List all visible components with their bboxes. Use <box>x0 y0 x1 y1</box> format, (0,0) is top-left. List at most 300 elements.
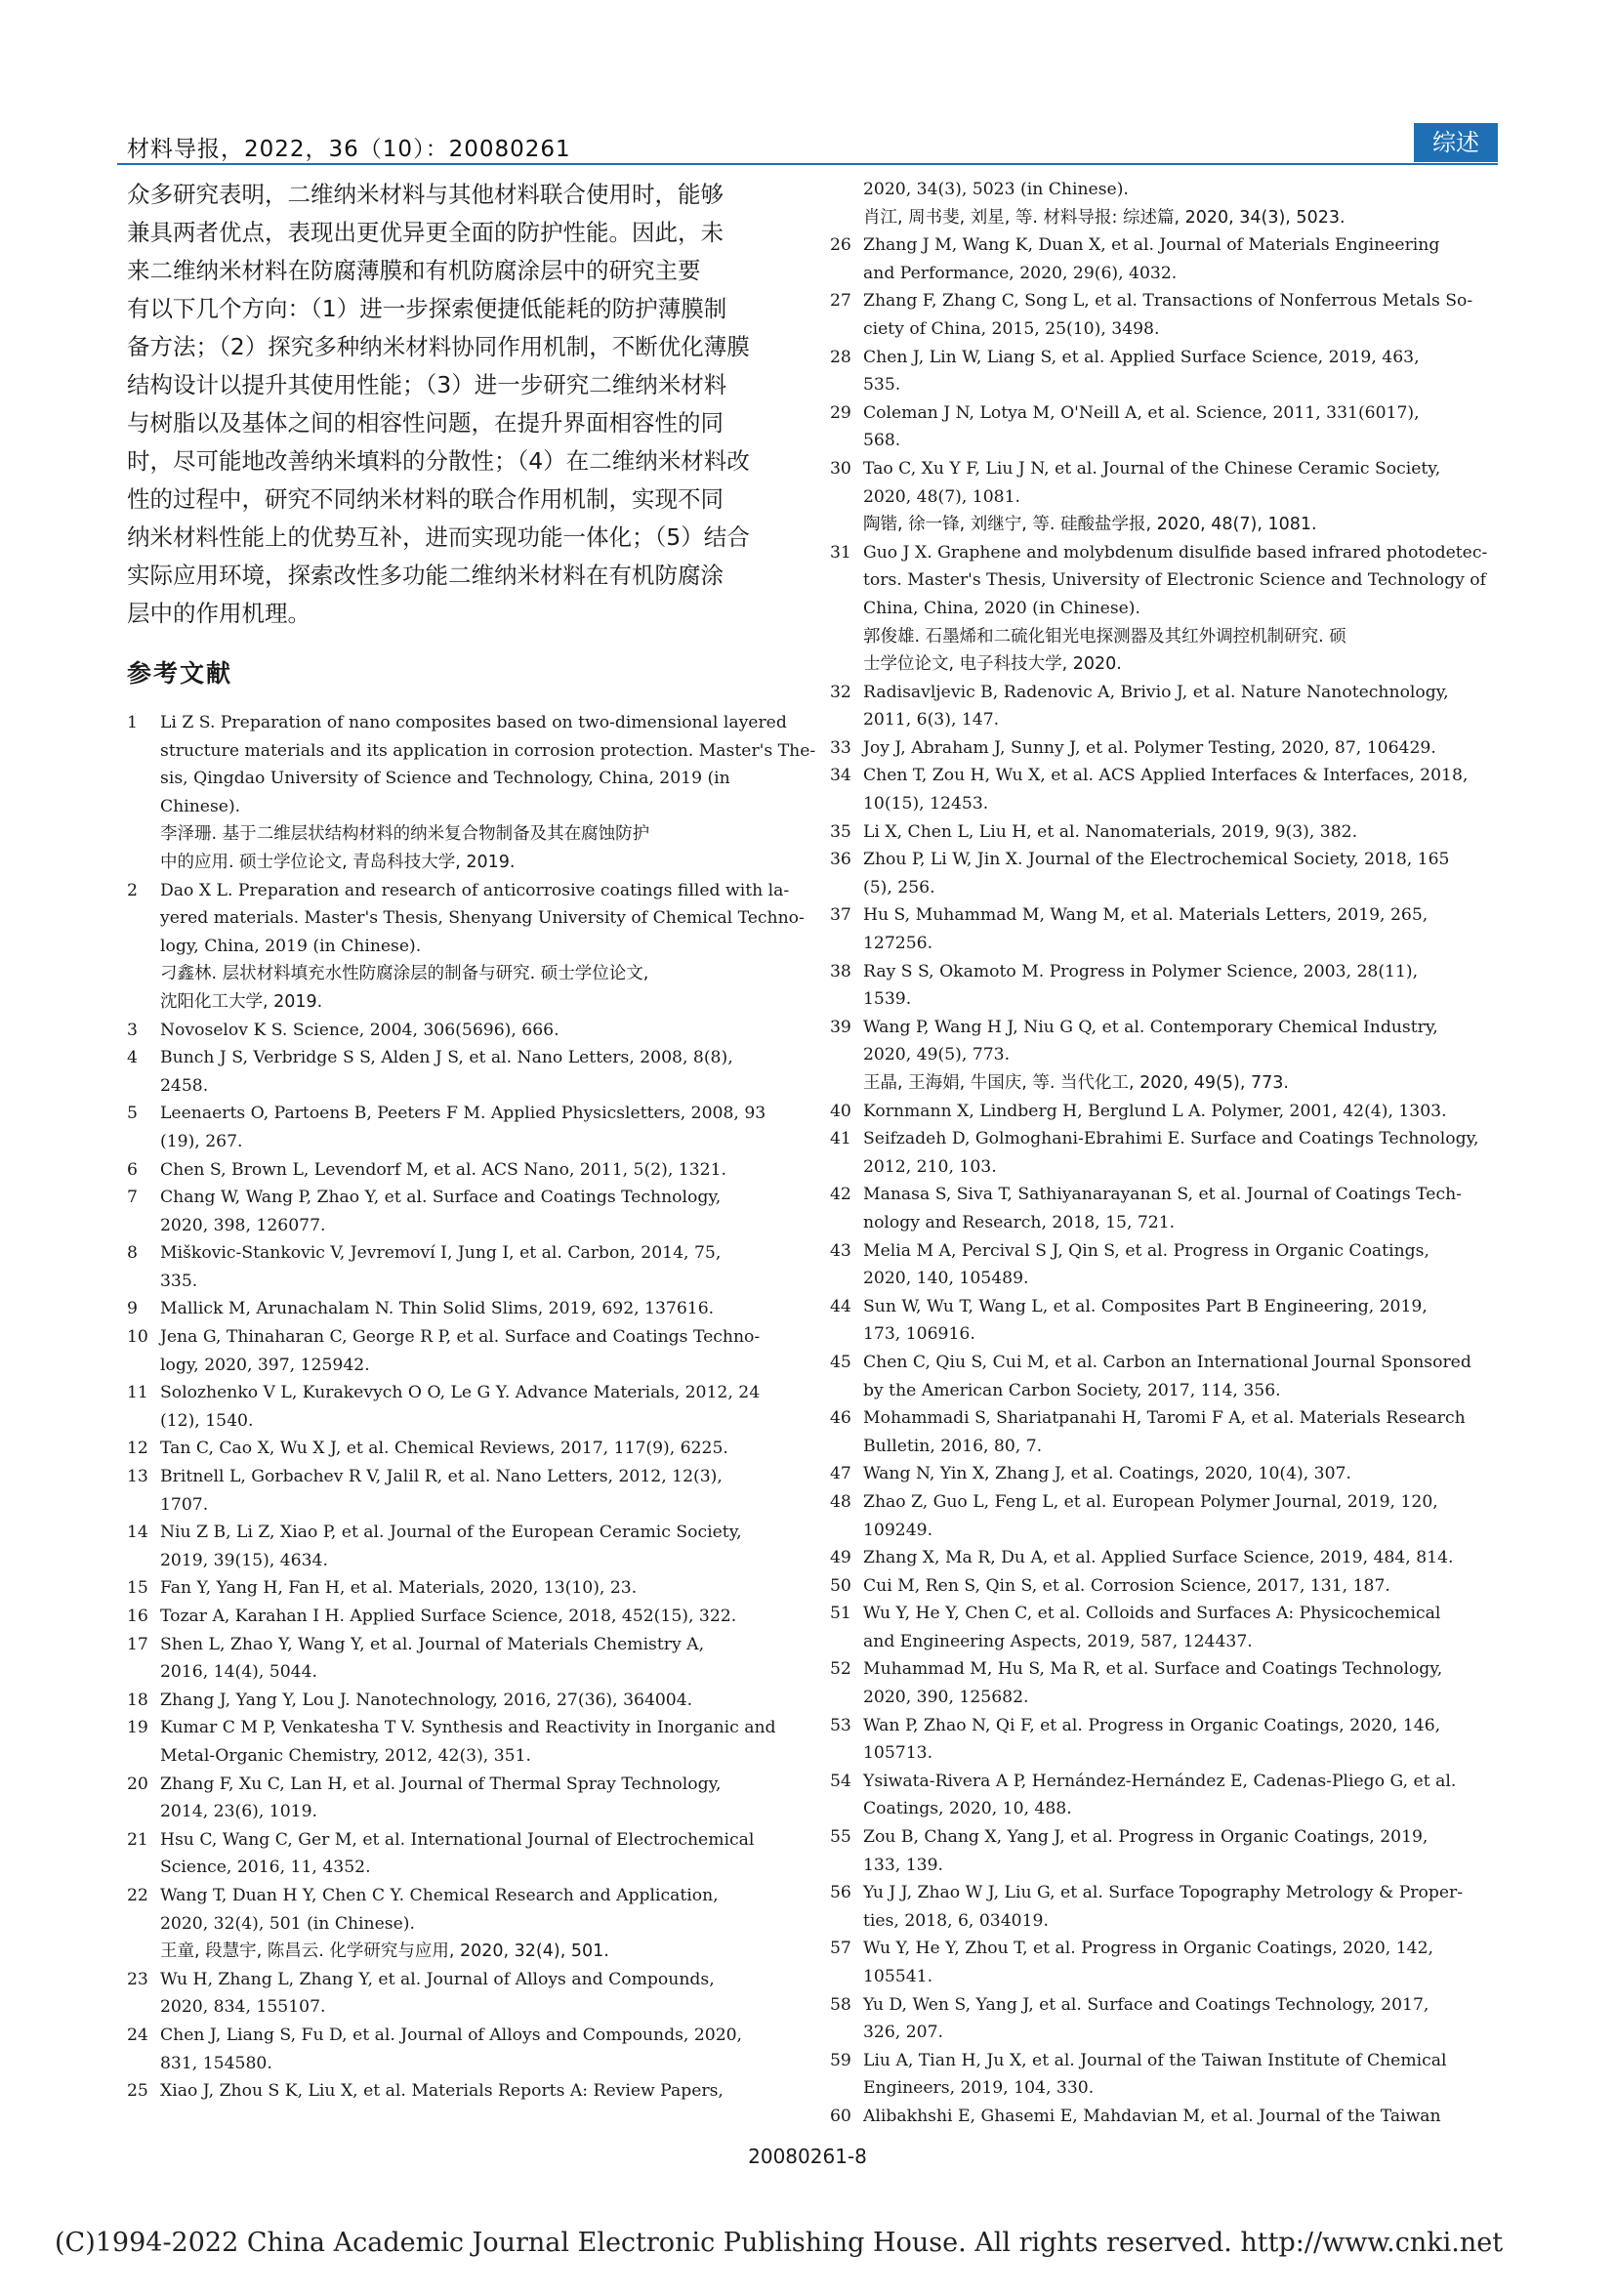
reference-line: Seifzadeh D, Golmoghani-Ebrahimi E. Surface and Coatings Technology, <box>863 1129 1479 1149</box>
reference-item <box>830 1655 1504 1711</box>
paragraph-line: 纳米材料性能上的优势互补，进而实现功能一体化；（5）结合 <box>127 523 750 551</box>
reference-text <box>160 1714 795 1770</box>
reference-item <box>127 1714 795 1770</box>
reference-line: 2020, 49(5), 773. <box>863 1045 1011 1065</box>
reference-number: 34 <box>830 766 851 786</box>
reference-number: 22 <box>127 1885 148 1905</box>
reference-line: Chen J, Lin W, Liang S, et al. Applied Surface Science, 2019, 463, <box>863 347 1420 367</box>
reference-text <box>160 1239 795 1295</box>
reference-text <box>160 1323 795 1379</box>
reference-line: 568. <box>863 431 901 451</box>
reference-number: 40 <box>830 1101 851 1121</box>
reference-line: 109249. <box>863 1520 933 1540</box>
reference-item <box>127 1519 795 1574</box>
reference-item <box>127 1631 795 1687</box>
reference-line: Engineers, 2019, 104, 330. <box>863 2078 1095 2099</box>
reference-number: 39 <box>830 1017 851 1037</box>
reference-text <box>863 901 1504 957</box>
reference-text <box>863 1879 1504 1935</box>
reference-text <box>160 1687 795 1715</box>
reference-number: 19 <box>127 1718 148 1738</box>
reference-line: by the American Carbon Society, 2017, 114, 356. <box>863 1380 1281 1400</box>
reference-line: Yu D, Wen S, Yang J, et al. Surface and Coatings Technology, 2017, <box>863 1994 1429 2015</box>
reference-line: 2020, 32(4), 501 (in Chinese). <box>160 1913 415 1934</box>
reference-line: 2020, 834, 155107. <box>160 1997 326 2018</box>
reference-line: Dao X L. Preparation and research of anticorrosive coatings filled with la- <box>160 880 790 900</box>
reference-line: Joy J, Abraham J, Sunny J, et al. Polymer Testing, 2020, 87, 106429. <box>863 737 1436 758</box>
reference-item <box>127 1966 795 2022</box>
reference-line: Zou B, Chang X, Yang J, et al. Progress in Organic Coatings, 2019, <box>863 1827 1429 1848</box>
reference-line: 105541. <box>863 1967 933 1986</box>
reference-line: Fan Y, Yang H, Fan H, et al. Materials, 2020, 13(10), 23. <box>160 1578 638 1599</box>
reference-line: Zhang J, Yang Y, Lou J. Nanotechnology, 2016, 27(36), 364004. <box>160 1690 693 1710</box>
reference-text <box>863 1349 1504 1404</box>
reference-number: 48 <box>830 1491 851 1512</box>
reference-text <box>863 2103 1504 2131</box>
reference-line: 2020, 34(3), 5023 (in Chinese). <box>863 180 1129 199</box>
reference-item <box>127 1435 795 1463</box>
reference-text <box>863 1655 1504 1711</box>
reference-text <box>160 1156 795 1185</box>
reference-item <box>127 877 805 1017</box>
paragraph-line: 众多研究表明，二维纳米材料与其他材料联合使用时，能够 <box>127 181 724 208</box>
reference-line: Manasa S, Siva T, Sathiyanarayanan S, et al. Journal of Coatings Tech- <box>863 1185 1462 1205</box>
reference-line: (12), 1540. <box>160 1410 254 1431</box>
reference-number: 4 <box>127 1048 138 1068</box>
reference-number: 31 <box>830 542 851 563</box>
reference-item <box>127 2077 795 2106</box>
reference-text <box>160 2022 795 2077</box>
reference-text <box>160 1519 795 1574</box>
reference-number: 57 <box>830 1939 851 1959</box>
reference-line: Chen J, Liang S, Fu D, et al. Journal of Alloys and Compounds, 2020, <box>160 2025 743 2045</box>
reference-text <box>863 399 1504 455</box>
reference-line: Bulletin, 2016, 80, 7. <box>863 1436 1043 1456</box>
reference-line: Tao C, Xu Y F, Liu J N, et al. Journal of the Chinese Ceramic Society, <box>863 458 1441 479</box>
reference-line: China, China, 2020 (in Chinese). <box>863 598 1140 618</box>
reference-number: 27 <box>830 291 851 312</box>
reference-line: 831, 154580. <box>160 2053 272 2073</box>
reference-text <box>863 539 1504 679</box>
reference-number: 33 <box>830 737 851 758</box>
reference-item <box>127 1239 795 1295</box>
reference-chinese-line: 郭俊雄. 石墨烯和二硫化钼光电探测器及其红外调控机制研究. 硕 <box>863 626 1346 647</box>
reference-text <box>160 1966 795 2022</box>
reference-number: 13 <box>127 1467 148 1487</box>
reference-line: (5), 256. <box>863 877 935 898</box>
reference-line: Zhou P, Li W, Jin X. Journal of the Electrochemical Society, 2018, 165 <box>863 850 1450 870</box>
reference-list-left <box>127 709 816 2106</box>
reference-line: Wang N, Yin X, Zhang J, et al. Coatings, 2020, 10(4), 307. <box>863 1464 1351 1484</box>
reference-item <box>830 287 1504 343</box>
reference-number: 54 <box>830 1771 851 1791</box>
reference-text <box>863 1712 1504 1768</box>
section-badge: 综述 <box>1414 123 1498 162</box>
reference-line: 10(15), 12453. <box>863 794 989 814</box>
reference-item <box>127 1379 795 1435</box>
reference-item <box>830 1600 1504 1655</box>
reference-item <box>830 1879 1504 1935</box>
reference-line: 535. <box>863 375 901 396</box>
paragraph-line: 性的过程中，研究不同纳米材料的联合作用机制，实现不同 <box>127 485 724 513</box>
reference-text <box>863 846 1504 901</box>
reference-number: 17 <box>127 1634 148 1654</box>
reference-number: 50 <box>830 1575 851 1596</box>
reference-number: 37 <box>830 905 851 926</box>
reference-text <box>160 1295 795 1323</box>
reference-number: 26 <box>830 235 851 256</box>
reference-line: Hsu C, Wang C, Ger M, et al. International Journal of Electrochemical <box>160 1829 755 1850</box>
paragraph-line: 结构设计以提升其使用性能；（3）进一步研究二维纳米材料 <box>127 371 727 398</box>
reference-text <box>863 1544 1504 1572</box>
reference-line: Leenaerts O, Partoens B, Peeters F M. Applied Physicsletters, 2008, 93 <box>160 1104 766 1124</box>
reference-text <box>863 287 1504 343</box>
reference-line: Yu J J, Zhao W J, Liu G, et al. Surface Topography Metrology & Proper- <box>863 1883 1464 1903</box>
reference-chinese-line: 刁鑫林. 层状材料填充水性防腐涂层的制备与研究. 硕士学位论文, <box>160 964 649 984</box>
reference-item <box>830 344 1504 399</box>
reference-number: 24 <box>127 2025 148 2045</box>
reference-line: and Engineering Aspects, 2019, 587, 124437. <box>863 1631 1253 1651</box>
reference-line: Xiao J, Zhou S K, Liu X, et al. Materials Reports A: Review Papers, <box>160 2081 724 2102</box>
reference-line: nology and Research, 2018, 15, 721. <box>863 1212 1176 1232</box>
reference-number: 43 <box>830 1240 851 1261</box>
reference-number: 7 <box>127 1188 138 1208</box>
reference-number: 47 <box>830 1464 851 1484</box>
reference-line: 335. <box>160 1271 198 1291</box>
reference-line: tors. Master's Thesis, University of Electronic Science and Technology of <box>863 570 1486 591</box>
reference-text <box>863 1237 1504 1293</box>
reference-text <box>863 1823 1504 1879</box>
reference-text <box>863 1572 1504 1601</box>
reference-text <box>160 1882 795 1966</box>
reference-item <box>830 1935 1504 1990</box>
reference-line: 2020, 398, 126077. <box>160 1215 326 1235</box>
left-column <box>127 176 816 2106</box>
reference-item <box>830 539 1504 679</box>
reference-number: 58 <box>830 1994 851 2015</box>
reference-line: Ray S S, Okamoto M. Progress in Polymer Science, 2003, 28(11), <box>863 961 1419 981</box>
reference-line: Metal-Organic Chemistry, 2012, 42(3), 351. <box>160 1745 532 1766</box>
reference-line: ties, 2018, 6, 034019. <box>863 1910 1049 1931</box>
reference-text <box>863 1600 1504 1655</box>
reference-line: Chen S, Brown L, Levendorf M, et al. ACS Nano, 2011, 5(2), 1321. <box>160 1159 726 1180</box>
reference-item <box>830 734 1504 763</box>
reference-line: Li X, Chen L, Liu H, et al. Nanomaterials, 2019, 9(3), 382. <box>863 821 1358 842</box>
reference-item <box>127 2022 795 2077</box>
reference-item <box>127 1184 795 1239</box>
right-column <box>830 176 1504 2131</box>
reference-text <box>863 679 1504 734</box>
reference-line: Novoselov K S. Science, 2004, 306(5696), 666. <box>160 1020 559 1040</box>
paragraph-line: 与树脂以及基体之间的相容性问题，在提升界面相容性的同 <box>127 409 724 437</box>
reference-item <box>830 2103 1504 2131</box>
reference-line: 2020, 140, 105489. <box>863 1269 1029 1289</box>
reference-line: logy, China, 2019 (in Chinese). <box>160 936 422 956</box>
reference-line: 2011, 6(3), 147. <box>863 710 1000 731</box>
reference-item <box>127 1295 795 1323</box>
reference-number: 5 <box>127 1104 138 1124</box>
reference-item <box>830 176 1504 231</box>
reference-chinese-line: 肖江, 周书斐, 刘星, 等. 材料导报: 综述篇, 2020, 34(3), 5023. <box>863 207 1346 228</box>
reference-number: 28 <box>830 347 851 367</box>
reference-number: 11 <box>127 1383 148 1403</box>
reference-item <box>830 1098 1504 1126</box>
reference-number: 29 <box>830 402 851 423</box>
reference-item <box>127 1100 795 1155</box>
reference-item <box>830 1181 1504 1236</box>
page-number: 20080261-8 <box>748 2145 867 2168</box>
reference-line: (19), 267. <box>160 1131 243 1151</box>
reference-number: 25 <box>127 2081 148 2102</box>
reference-text <box>863 1991 1504 2047</box>
reference-number: 52 <box>830 1659 851 1680</box>
reference-number: 6 <box>127 1159 138 1180</box>
paragraph-line: 层中的作用机理。 <box>127 600 311 627</box>
paragraph-line: 备方法；（2）探究多种纳米材料协同作用机制，不断优化薄膜 <box>127 333 750 360</box>
paragraph-line: 来二维纳米材料在防腐薄膜和有机防腐涂层中的研究主要 <box>127 257 701 284</box>
reference-text <box>160 1044 795 1100</box>
reference-chinese-line: 王童, 段慧宇, 陈昌云. 化学研究与应用, 2020, 32(4), 501. <box>160 1941 609 1962</box>
reference-item <box>830 1823 1504 1879</box>
reference-item <box>830 679 1504 734</box>
reference-number: 35 <box>830 821 851 842</box>
reference-item <box>830 1404 1504 1460</box>
reference-item <box>830 1488 1504 1544</box>
reference-item <box>127 1156 795 1185</box>
reference-line: Bunch J S, Verbridge S S, Alden J S, et al. Nano Letters, 2008, 8(8), <box>160 1048 733 1068</box>
reference-item <box>127 709 816 877</box>
reference-line: Kumar C M P, Venkatesha T V. Synthesis and Reactivity in Inorganic and <box>160 1718 776 1738</box>
reference-chinese-line: 李泽珊. 基于二维层状结构材料的纳米复合物制备及其在腐蚀防护 <box>160 824 650 845</box>
reference-line: 2012, 210, 103. <box>863 1156 997 1177</box>
reference-text <box>863 958 1504 1014</box>
reference-text <box>863 762 1504 817</box>
reference-item <box>830 1293 1504 1349</box>
reference-line: Wu Y, He Y, Chen C, et al. Colloids and Surfaces A: Physicochemical <box>863 1604 1441 1624</box>
reference-item <box>127 1882 795 1966</box>
reference-line: 2458. <box>160 1075 209 1096</box>
reference-text <box>863 1181 1504 1236</box>
reference-line: Muhammad M, Hu S, Ma R, et al. Surface and Coatings Technology, <box>863 1659 1443 1680</box>
reference-text <box>863 1293 1504 1349</box>
reference-line: Wang T, Duan H Y, Chen C Y. Chemical Research and Application, <box>160 1885 719 1905</box>
reference-text <box>160 877 805 1017</box>
reference-item <box>830 399 1504 455</box>
reference-text <box>160 2077 795 2106</box>
reference-chinese-line: 王晶, 王海娟, 牛国庆, 等. 当代化工, 2020, 49(5), 773. <box>863 1073 1289 1093</box>
reference-text <box>160 1379 795 1435</box>
reference-line: Chinese). <box>160 796 241 816</box>
reference-number: 51 <box>830 1604 851 1624</box>
reference-number: 49 <box>830 1548 851 1568</box>
reference-item <box>830 1991 1504 2047</box>
reference-number: 18 <box>127 1690 148 1710</box>
reference-line: 105713. <box>863 1743 933 1764</box>
reference-text <box>160 1184 795 1239</box>
reference-line: 127256. <box>863 934 933 954</box>
body-paragraph <box>127 176 795 633</box>
reference-item <box>830 1349 1504 1404</box>
reference-line: Li Z S. Preparation of nano composites based on two-dimensional layered <box>160 713 787 732</box>
reference-line: 2020, 390, 125682. <box>863 1688 1029 1708</box>
reference-item <box>830 1572 1504 1601</box>
reference-item <box>830 958 1504 1014</box>
reference-item <box>830 1768 1504 1823</box>
reference-number: 10 <box>127 1327 148 1348</box>
reference-chinese-line: 士学位论文, 电子科技大学, 2020. <box>863 654 1122 675</box>
reference-number <box>830 176 863 231</box>
reference-line: Zhang J M, Wang K, Duan X, et al. Journal of Materials Engineering <box>863 235 1440 256</box>
reference-number: 44 <box>830 1296 851 1316</box>
reference-item <box>830 1544 1504 1572</box>
reference-item <box>830 1460 1504 1488</box>
reference-item <box>830 901 1504 957</box>
reference-chinese-line: 中的应用. 硕士学位论文, 青岛科技大学, 2019. <box>160 852 516 872</box>
reference-number: 15 <box>127 1578 148 1599</box>
reference-item <box>830 231 1504 287</box>
reference-line: Miškovic-Stankovic V, Jevremoví I, Jung I, et al. Carbon, 2014, 75, <box>160 1243 722 1264</box>
reference-line: Zhang X, Ma R, Du A, et al. Applied Surface Science, 2019, 484, 814. <box>863 1548 1454 1568</box>
reference-line: Wu Y, He Y, Zhou T, et al. Progress in Organic Coatings, 2020, 142, <box>863 1939 1433 1959</box>
header-rule <box>117 163 1498 165</box>
reference-line: sis, Qingdao University of Science and Technology, China, 2019 (in <box>160 769 730 789</box>
reference-item <box>127 1603 795 1631</box>
reference-line: Chen T, Zou H, Wu X, et al. ACS Applied Interfaces & Interfaces, 2018, <box>863 766 1469 786</box>
reference-item <box>830 846 1504 901</box>
reference-line: Sun W, Wu T, Wang L, et al. Composites Part B Engineering, 2019, <box>863 1296 1428 1316</box>
references-heading: 参考文献 <box>127 659 233 688</box>
reference-number: 59 <box>830 2050 851 2070</box>
page-header <box>117 129 1498 162</box>
reference-number: 36 <box>830 850 851 870</box>
reference-text <box>863 1935 1504 1990</box>
reference-text <box>863 176 1504 231</box>
reference-text <box>160 1463 795 1519</box>
reference-item <box>830 1125 1504 1181</box>
reference-item <box>127 1323 795 1379</box>
reference-line: Jena G, Thinaharan C, George R P, et al. Surface and Coatings Techno- <box>160 1327 761 1348</box>
reference-item <box>830 762 1504 817</box>
reference-line: Wang P, Wang H J, Niu G Q, et al. Contemporary Chemical Industry, <box>863 1017 1438 1037</box>
reference-number: 21 <box>127 1829 148 1850</box>
reference-text <box>160 709 815 877</box>
reference-text <box>160 1100 795 1155</box>
reference-number: 42 <box>830 1185 851 1205</box>
reference-number: 8 <box>127 1243 138 1264</box>
reference-line: Ysiwata-Rivera A P, Hernández-Hernández E, Cadenas-Pliego G, et al. <box>863 1771 1457 1791</box>
reference-number: 20 <box>127 1774 148 1794</box>
reference-line: Kornmann X, Lindberg H, Berglund L A. Polymer, 2001, 42(4), 1303. <box>863 1101 1447 1121</box>
reference-text <box>863 1125 1504 1181</box>
reference-line: 133, 139. <box>863 1855 944 1875</box>
reference-line: Tozar A, Karahan I H. Applied Surface Science, 2018, 452(15), 322. <box>160 1607 737 1626</box>
reference-number: 45 <box>830 1352 851 1372</box>
reference-text <box>863 1488 1504 1544</box>
reference-number: 38 <box>830 961 851 981</box>
reference-item <box>830 455 1504 539</box>
reference-number: 56 <box>830 1883 851 1903</box>
reference-line: Wan P, Zhao N, Qi F, et al. Progress in Organic Coatings, 2020, 146, <box>863 1715 1441 1735</box>
reference-chinese-line: 陶锴, 徐一锋, 刘继宁, 等. 硅酸盐学报, 2020, 48(7), 1081. <box>863 515 1317 535</box>
paragraph-line: 有以下几个方向：（1）进一步探索便捷低能耗的防护薄膜制 <box>127 295 727 322</box>
reference-number: 30 <box>830 458 851 479</box>
reference-number: 16 <box>127 1607 148 1626</box>
reference-line: Mohammadi S, Shariatpanahi H, Taromi F A, et al. Materials Research <box>863 1408 1466 1429</box>
paragraph-line: 兼具两者优点，表现出更优异更全面的防护性能。因此，未 <box>127 219 724 246</box>
reference-text <box>160 1017 795 1045</box>
reference-line: ciety of China, 2015, 25(10), 3498. <box>863 318 1160 339</box>
reference-number: 9 <box>127 1299 138 1319</box>
reference-item <box>127 1687 795 1715</box>
reference-line: 2019, 39(15), 4634. <box>160 1550 328 1570</box>
reference-line: 2020, 48(7), 1081. <box>863 486 1021 507</box>
reference-chinese-line: 沈阳化工大学, 2019. <box>160 991 323 1012</box>
reference-text <box>160 1435 795 1463</box>
reference-line: yered materials. Master's Thesis, Shenyang University of Chemical Techno- <box>160 908 805 929</box>
reference-line: Zhang F, Xu C, Lan H, et al. Journal of Thermal Spray Technology, <box>160 1774 722 1794</box>
reference-number: 12 <box>127 1439 148 1459</box>
reference-item <box>127 1771 795 1826</box>
reference-item <box>830 1237 1504 1293</box>
reference-text <box>160 1631 795 1687</box>
reference-line: Liu A, Tian H, Ju X, et al. Journal of the Taiwan Institute of Chemical <box>863 2050 1447 2070</box>
reference-line: Zhao Z, Guo L, Feng L, et al. European Polymer Journal, 2019, 120, <box>863 1491 1438 1512</box>
reference-number: 3 <box>127 1020 138 1040</box>
reference-line: Mallick M, Arunachalam N. Thin Solid Slims, 2019, 692, 137616. <box>160 1299 715 1319</box>
reference-line: Guo J X. Graphene and molybdenum disulfide based infrared photodetec- <box>863 542 1488 563</box>
reference-line: Chen C, Qiu S, Cui M, et al. Carbon an International Journal Sponsored <box>863 1352 1471 1372</box>
reference-text <box>863 734 1504 763</box>
reference-item <box>830 1014 1504 1098</box>
reference-text <box>863 231 1504 287</box>
reference-text <box>160 1826 795 1882</box>
reference-number: 55 <box>830 1827 851 1848</box>
reference-item <box>127 1463 795 1519</box>
reference-item <box>830 1712 1504 1768</box>
reference-number: 1 <box>127 713 138 732</box>
reference-item <box>127 1017 795 1045</box>
reference-line: 1539. <box>863 989 912 1010</box>
reference-line: Shen L, Zhao Y, Wang Y, et al. Journal of Materials Chemistry A, <box>160 1634 705 1654</box>
reference-item <box>127 1044 795 1100</box>
copyright-notice: (C)1994-2022 China Academic Journal Electronic Publishing House. All rights reserved. http://www.cnki.net <box>55 2228 1504 2258</box>
reference-number: 14 <box>127 1523 148 1543</box>
reference-line: Tan C, Cao X, Wu X J, et al. Chemical Reviews, 2017, 117(9), 6225. <box>160 1439 728 1459</box>
journal-citation: 材料导报，2022，36（10）：20080261 <box>127 137 571 162</box>
reference-line: Niu Z B, Li Z, Xiao P, et al. Journal of the European Ceramic Society, <box>160 1523 742 1543</box>
reference-number: 2 <box>127 880 138 900</box>
reference-item <box>830 818 1504 847</box>
reference-line: 326, 207. <box>863 2023 944 2043</box>
reference-number: 46 <box>830 1408 851 1429</box>
reference-text <box>863 1014 1504 1098</box>
reference-line: logy, 2020, 397, 125942. <box>160 1355 370 1375</box>
reference-line: Alibakhshi E, Ghasemi E, Mahdavian M, et al. Journal of the Taiwan <box>863 2106 1441 2126</box>
paragraph-line: 实际应用环境，探索改性多功能二维纳米材料在有机防腐涂 <box>127 562 724 589</box>
reference-number: 60 <box>830 2106 851 2126</box>
reference-line: Chang W, Wang P, Zhao Y, et al. Surface and Coatings Technology, <box>160 1188 722 1208</box>
paragraph-line: 时，尽可能地改善纳米填料的分散性；（4）在二维纳米材料改 <box>127 447 750 475</box>
reference-line: and Performance, 2020, 29(6), 4032. <box>863 263 1178 283</box>
reference-number: 32 <box>830 682 851 702</box>
reference-text <box>863 1404 1504 1460</box>
reference-item <box>127 1826 795 1882</box>
reference-text <box>160 1771 795 1826</box>
reference-text <box>863 818 1504 847</box>
reference-item <box>830 2047 1504 2103</box>
reference-number: 53 <box>830 1715 851 1735</box>
reference-line: 2014, 23(6), 1019. <box>160 1802 318 1822</box>
